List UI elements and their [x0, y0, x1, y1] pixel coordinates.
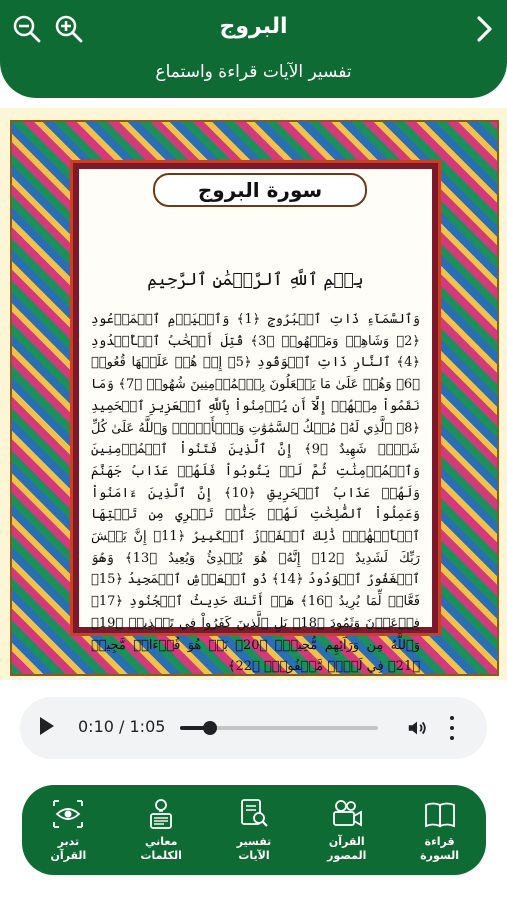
- nav-label: تفسير الآيات: [236, 835, 272, 862]
- nav-read-surah[interactable]: [400, 797, 480, 863]
- page-inner-frame: [70, 160, 441, 675]
- ornamental-border: [10, 120, 499, 676]
- book-icon: [423, 797, 457, 831]
- verses-text: وَٱلسَّمَآءِ ذَاتِ ٱلۡبُرُوجِ ﴿1﴾ وَٱلۡيَوۡمِ ٱلۡمَوۡعُودِ ﴿2﴾ وَشَاهِدٖ وَمَشۡهُودٖ ﴿3﴾ قُتِلَ أَصۡحَٰبُ ٱلۡأُخۡدُودِ ﴿4﴾ ٱلنَّارِ ذَاتِ ٱلۡوَقُودِ ﴿5﴾ إِذۡ هُمۡ عَلَيۡهَا قُعُودٞ ﴿6﴾ وَهُمۡ عَلَىٰ مَا يَفۡعَلُونَ بِٱلۡمُؤۡمِنِينَ شُهُودٞ ﴿7﴾ وَمَا نَقَمُواْ مِنۡهُمۡ إِلَّآ أَن يُؤۡمِنُواْ بِٱللَّهِ ٱلۡعَزِيزِ ٱلۡحَمِيدِ ﴿8﴾ ٱلَّذِي لَهُۥ مُلۡكُ ٱلسَّمَٰوَٰتِ وَٱلۡأَرۡضِۚ وَٱللَّهُ عَلَىٰ كُلِّ شَيۡءٖ شَهِيدٌ ﴿9﴾ إِنَّ ٱلَّذِينَ فَتَنُواْ ٱلۡمُؤۡمِنِينَ وَٱلۡمُؤۡمِنَٰتِ ثُمَّ لَمۡ يَتُوبُواْ فَلَهُمۡ عَذَابُ جَهَنَّمَ وَلَهُمۡ عَذَابُ ٱلۡحَرِيقِ ﴿10﴾ إِنَّ ٱلَّذِينَ ءَامَنُواْ وَعَمِلُواْ ٱلصَّٰلِحَٰتِ لَهُمۡ جَنَّٰتٞ تَجۡرِي مِن تَحۡتِهَا ٱلۡأَنۡهَٰرُۚ ذَٰلِكَ ٱلۡفَوۡزُ ٱلۡكَبِيرُ ﴿11﴾ إِنَّ بَطۡشَ رَبِّكَ لَشَدِيدٌ ﴿12﴾ إِنَّهُۥ هُوَ يُبۡدِئُ وَيُعِيدُ ﴿13﴾ وَهُوَ ٱلۡغَفُورُ ٱلۡوَدُودُ ﴿14﴾ ذُو ٱلۡعَرۡشِ ٱلۡمَجِيدُ ﴿15﴾ فَعَّالٞ لِّمَا يُرِيدُ ﴿16﴾ هَلۡ أَتَىٰكَ حَدِيثُ ٱلۡجُنُودِ ﴿17﴾ فِرۡعَوۡنَ وَثَمُودَ ﴿18﴾ بَلِ ٱلَّذِينَ كَفَرُواْ فِي تَكۡذِيبٖ ﴿19﴾ وَٱللَّهُ مِن وَرَآئِهِم مُّحِيطُۢ ﴿20﴾ بَلۡ هُوَ قُرۡءَانٞ مَّجِيدٞ ﴿21﴾ فِي لَوۡحٖ مَّحۡفُوظِۭ ﴿22﴾: [91, 312, 421, 675]
- video-camera-icon: [330, 797, 364, 831]
- nav-label: القرآن المصور: [327, 835, 367, 862]
- chevron-right-icon[interactable]: [467, 12, 501, 46]
- seek-thumb[interactable]: [203, 721, 217, 735]
- nav-tafsir[interactable]: [214, 797, 294, 863]
- surah-title: سورة البروج: [153, 173, 367, 207]
- more-options-icon[interactable]: [448, 716, 456, 740]
- basmala: بِسۡمِ ٱللَّهِ ٱلرَّحۡمَٰنِ ٱلرَّحِيمِ: [147, 270, 364, 290]
- seek-bar[interactable]: [180, 726, 378, 730]
- nav-contemplate-quran[interactable]: [28, 797, 108, 863]
- nav-label: تدبر القرآن: [50, 835, 87, 862]
- mushaf-page: [0, 108, 507, 680]
- app-header: [0, 0, 507, 98]
- search-document-icon: [237, 797, 271, 831]
- time-display: 0:10 / 1:05: [78, 717, 166, 736]
- page-subtitle: تفسير الآيات قراءة واستماع: [155, 62, 352, 82]
- page-title: البروج: [219, 14, 288, 39]
- nav-label: قراءة السورة: [420, 835, 459, 862]
- lightbulb-list-icon: [144, 797, 178, 831]
- nav-illustrated-quran[interactable]: [307, 797, 387, 863]
- volume-icon[interactable]: [406, 717, 428, 739]
- bottom-nav: [22, 785, 486, 875]
- nav-label: معاني الكلمات: [140, 835, 182, 862]
- page-paper: [79, 169, 432, 675]
- play-icon[interactable]: [40, 717, 54, 735]
- nav-word-meanings[interactable]: [121, 797, 201, 863]
- audio-player: [20, 697, 487, 759]
- eye-icon: [51, 797, 85, 831]
